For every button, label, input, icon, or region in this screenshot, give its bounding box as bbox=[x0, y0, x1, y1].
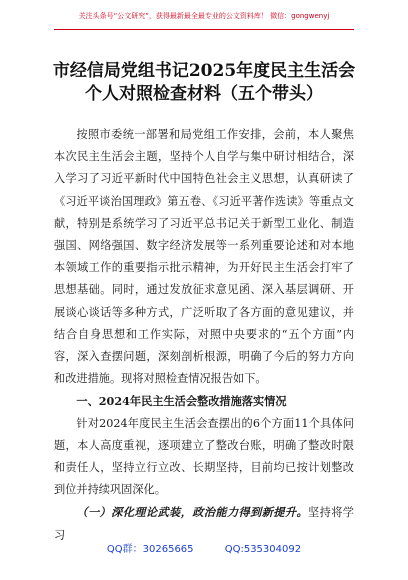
document-body bbox=[54, 124, 354, 547]
header-divider bbox=[54, 29, 354, 30]
subsection-1-text: 坚持将学习 bbox=[54, 506, 354, 542]
intro-paragraph: 按照市委统一部署和局党组工作安排，会前，本人聚焦本次民主生活会主题，坚持个人自学与集中研讨相结合，深入学习了习近平新时代中国特色社会主义思想，认真研读了《习近平谈治国理政》第五卷、《习近平著作选读》等重点文献，特别是系统学习了习近平总书记关于新型工业化、制造强国、网络强国、数字经济发展等一系列重要论述和对本地本领域工作的重要指示批示精神，为开好民主生活会打牢了思想基础。同时，通过发放征求意见函、深入基层调研、开展谈心谈话等多种方式，广泛听取了各方面的意见建议，并结合自身思想和工作实际，对照中央要求的“五个方面”内容，深入查摆问题，深刻剖析根源，明确了今后的努力方向和改进措施。现将对照检查情况报告如下。 bbox=[54, 128, 354, 386]
section-1-paragraph: 针对2024年度民主生活会查摆出的6个方面11个具体问题，本人高度重视，逐项建立了整改台账，明确了整改时限和责任人，坚持立行立改、长期坚持，目前均已按计划整改到位并持续巩固深化。 bbox=[54, 416, 354, 497]
title-line-2: 个人对照检查材料（五个带头） bbox=[85, 84, 323, 104]
header-banner: 关注头条号“公文研究”，获得最新最全最专业的公文资料库！ 微信：gongwenyj bbox=[78, 12, 330, 20]
footer-qq-group: QQ群：30265665 bbox=[106, 544, 194, 555]
footer-qq-number: QQ:535304092 bbox=[224, 544, 302, 555]
title-line-1: 市经信局党组书记2025年度民主生活会 bbox=[52, 61, 356, 81]
section-heading-1: 一、2024年民主生活会整改措施落实情况 bbox=[76, 394, 287, 409]
document-title bbox=[0, 60, 408, 106]
subsection-1-label: （一）深化理论武装，政治能力得到新提升。 bbox=[76, 505, 309, 520]
footer-contacts bbox=[0, 540, 408, 555]
